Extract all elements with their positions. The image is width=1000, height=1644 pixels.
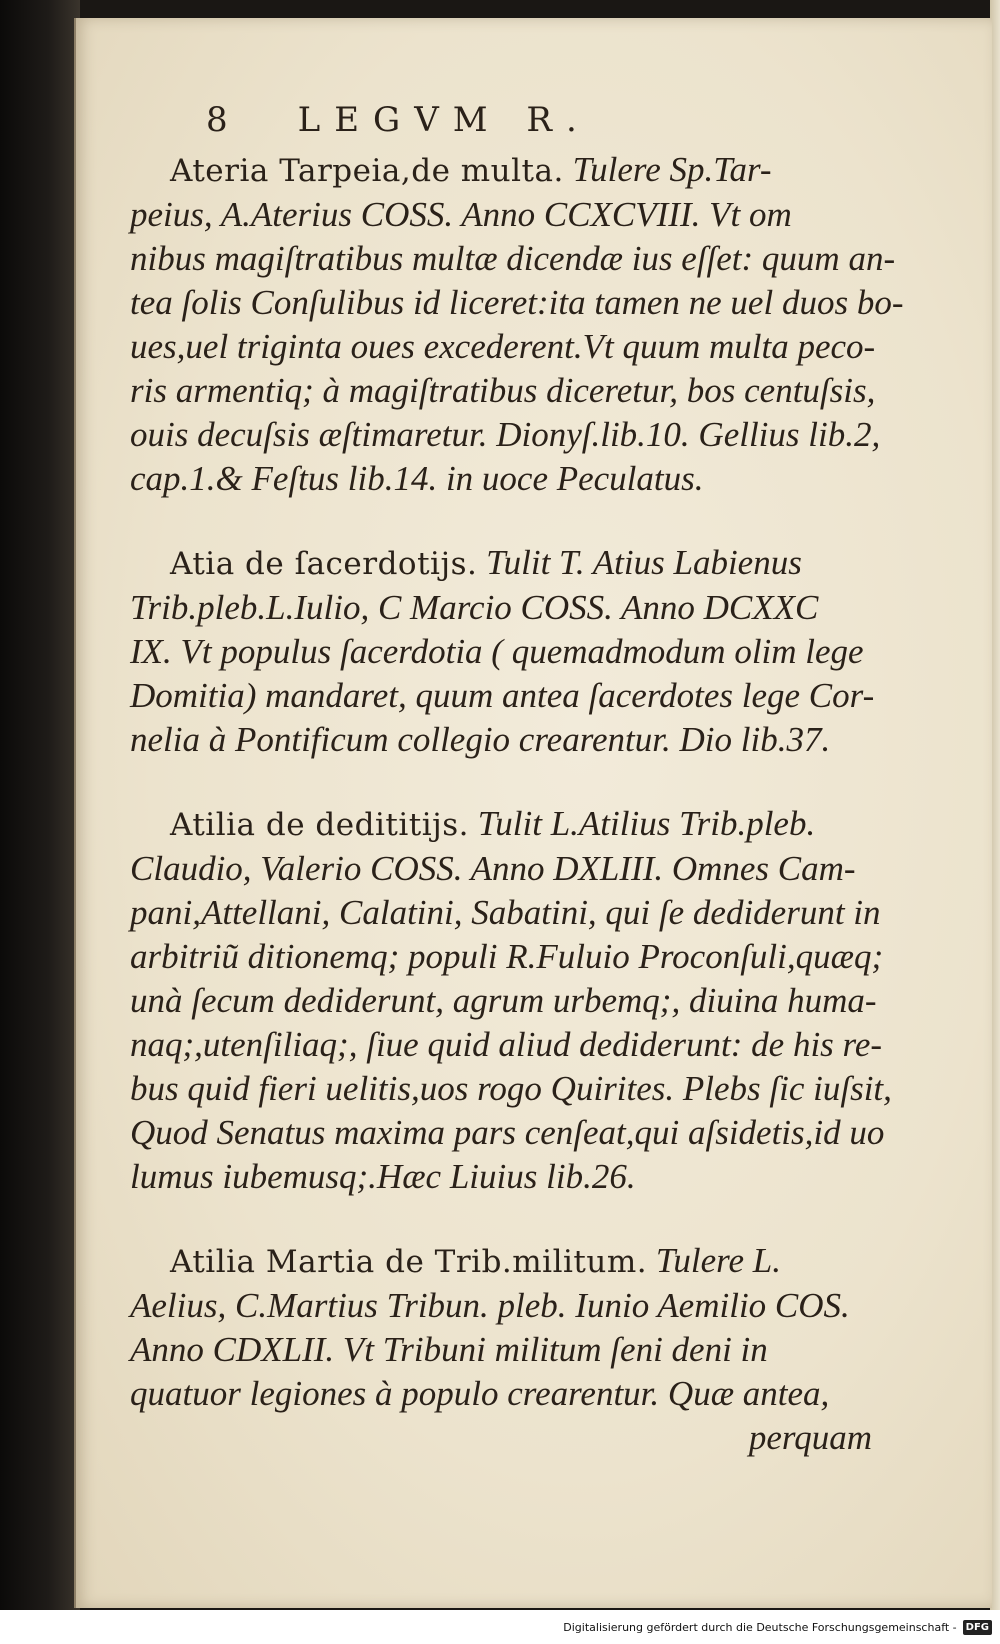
running-head (206, 100, 826, 148)
text-line (130, 1284, 880, 1328)
line-text: nelia à Pontificum collegio crearentur. Dio lib.37. (130, 720, 831, 759)
text-line (130, 847, 880, 891)
text-line (130, 935, 884, 979)
line-text: pani,Attellani, Calatini, Sabatini, qui ſe dediderunt in (130, 893, 881, 932)
text-line (130, 586, 880, 630)
text-line (130, 237, 896, 281)
line-text: ues,uel triginta oues excederent.Vt quum multa peco- (130, 327, 876, 366)
line-text: peius, A.Aterius COSS. Anno CCXCVIII. Vt om (130, 195, 792, 234)
line-text: arbitriũ ditionemq; populi R.Fuluio Proconſuli,quæq; (130, 937, 884, 976)
entry-title: Atilia de dedititijs. (170, 807, 469, 843)
line-text: nibus magiſtratibus multæ dicendæ ius eſſet: quum an- (130, 239, 896, 278)
text-line (130, 630, 880, 674)
entry-title: Ateria Tarpeia,de multa. (170, 153, 564, 189)
line-text: Domitia) mandaret, quum antea ſacerdotes lege Cor- (130, 676, 875, 715)
line-text: cap.1.& Feſtus lib.14. in uoce Peculatus. (130, 459, 704, 498)
funding-credit: Digitalisierung gefördert durch die Deutsche Forschungsgemeinschaft - (563, 1620, 957, 1634)
text-line (130, 1328, 880, 1372)
text-line (130, 1239, 880, 1284)
line-text: Tulere Sp.Tar- (572, 150, 772, 189)
line-text: Quod Senatus maxima pars cenſeat,qui aſsidetis,id uo (130, 1113, 885, 1152)
line-text: Tulit T. Atius Labienus (486, 543, 802, 582)
text-line (130, 1067, 892, 1111)
text-line (130, 979, 880, 1023)
text-line (130, 281, 904, 325)
page-text (130, 100, 904, 1500)
line-text: unà ſecum dediderunt, agrum urbemq;, diuina huma- (130, 981, 877, 1020)
entry-title: Atilia Martia de Trib.militum. (170, 1244, 648, 1280)
law-entry (130, 1239, 880, 1460)
text-line (130, 1372, 880, 1416)
law-entry (130, 541, 880, 762)
footer-bar (0, 1610, 1000, 1644)
text-line (130, 541, 880, 586)
text-line (130, 413, 880, 457)
line-text: ouis decuſsis æſtimaretur. Dionyſ.lib.10. Gellius lib.2, (130, 415, 881, 454)
line-text: Trib.pleb.L.Iulio, C Marcio COSS. Anno DCXXC (130, 588, 819, 627)
text-line (130, 674, 880, 718)
text-line (130, 1155, 880, 1199)
text-line (130, 193, 880, 237)
line-text: Aelius, C.Martius Tribun. pleb. Iunio Aemilio COS. (130, 1286, 850, 1325)
text-line (130, 1416, 880, 1460)
line-text: Tulit L.Atilius Trib.pleb. (477, 804, 816, 843)
text-line (130, 802, 880, 847)
scan-background-left (0, 0, 80, 1644)
line-text: perquam (748, 1418, 872, 1457)
line-text: Tulere L. (655, 1241, 781, 1280)
running-head-title: LEGVM R. (297, 100, 591, 140)
line-text: Anno CDXLII. Vt Tribuni militum ſeni deni in (130, 1330, 768, 1369)
law-entry (130, 148, 904, 501)
text-line (130, 891, 880, 935)
text-line (130, 1023, 883, 1067)
page-number: 8 (206, 100, 228, 140)
line-text: tea ſolis Conſulibus id liceret:ita tamen ne uel duos bo- (130, 283, 904, 322)
law-entries (130, 148, 904, 1460)
line-text: Claudio, Valerio COSS. Anno DXLIII. Omnes Cam- (130, 849, 856, 888)
text-line (130, 1111, 885, 1155)
text-line (130, 325, 880, 369)
line-text: bus quid fieri uelitis,uos rogo Quirites. Plebs ſic iuſsit, (130, 1069, 892, 1108)
line-text: naq;,utenſiliaq;, ſiue quid aliud dediderunt: de his re- (130, 1025, 883, 1064)
line-text: quatuor legiones à populo crearentur. Quæ antea, (130, 1374, 830, 1413)
text-line (130, 369, 880, 413)
text-line (130, 148, 880, 193)
text-line (130, 457, 880, 501)
line-text: lumus iubemusq;.Hæc Liuius lib.26. (130, 1157, 636, 1196)
text-line (130, 718, 880, 762)
line-text: ris armentiq; à magiſtratibus diceretur, bos centuſsis, (130, 371, 876, 410)
dfg-logo: DFG (963, 1620, 992, 1635)
entry-title: Atia de ſacerdotijs. (170, 546, 478, 582)
line-text: IX. Vt populus ſacerdotia ( quemadmodum olim lege (130, 632, 864, 671)
law-entry (130, 802, 892, 1199)
